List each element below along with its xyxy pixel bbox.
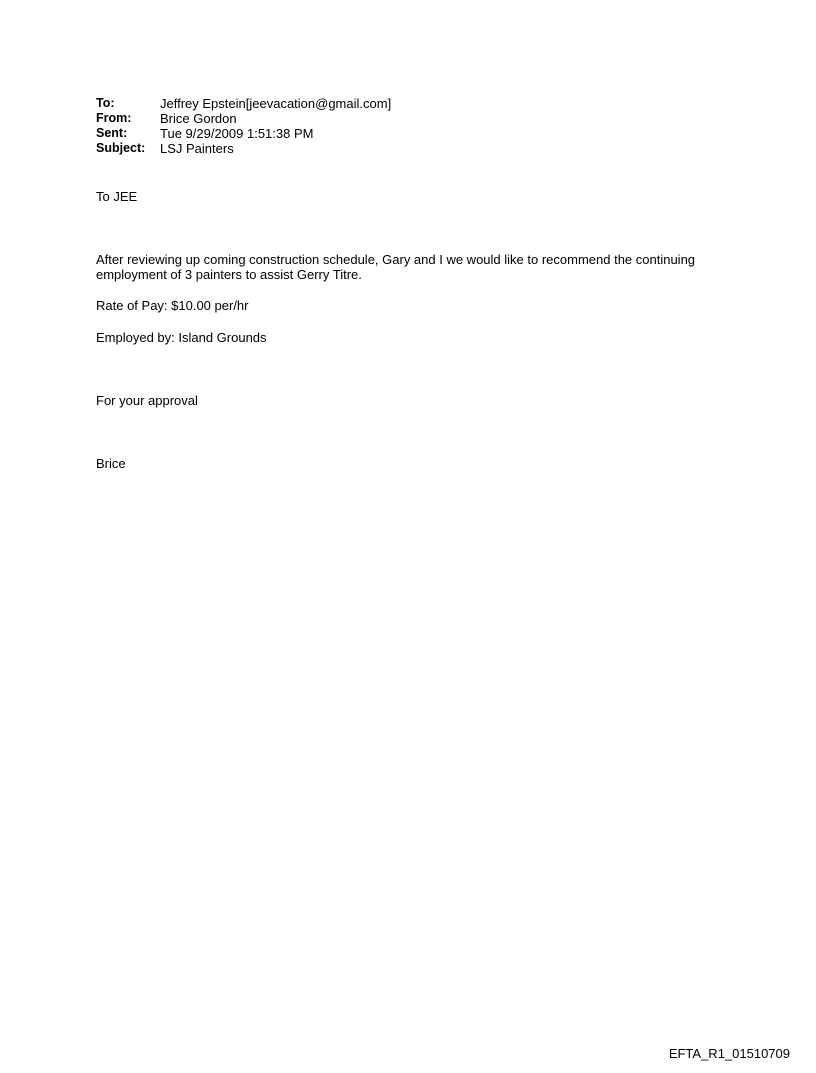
email-header — [96, 96, 391, 156]
to-label: To: — [96, 96, 115, 110]
sent-label: Sent: — [96, 126, 128, 140]
sent-value: Tue 9/29/2009 1:51:38 PM — [160, 126, 314, 141]
from-label: From: — [96, 111, 132, 125]
signature: Brice — [96, 456, 126, 471]
subject-label: Subject: — [96, 141, 146, 155]
subject-row — [96, 141, 391, 156]
sent-row — [96, 126, 391, 141]
subject-value: LSJ Painters — [160, 141, 234, 156]
to-row — [96, 96, 391, 111]
closing-line: For your approval — [96, 393, 198, 408]
greeting: To JEE — [96, 189, 138, 204]
body-paragraph: After reviewing up coming construction schedule, Gary and I we would like to recommend the continuing employment of 3 painters to assist Gerry Titre. — [96, 252, 696, 282]
to-value: Jeffrey Epstein[jeevacation@gmail.com] — [160, 96, 392, 111]
from-row — [96, 111, 391, 126]
document-id: EFTA_R1_01510709 — [668, 1046, 790, 1061]
from-value: Brice Gordon — [160, 111, 237, 126]
rate-of-pay: Rate of Pay: $10.00 per/hr — [96, 298, 249, 313]
employer-line: Employed by: Island Grounds — [96, 330, 267, 345]
